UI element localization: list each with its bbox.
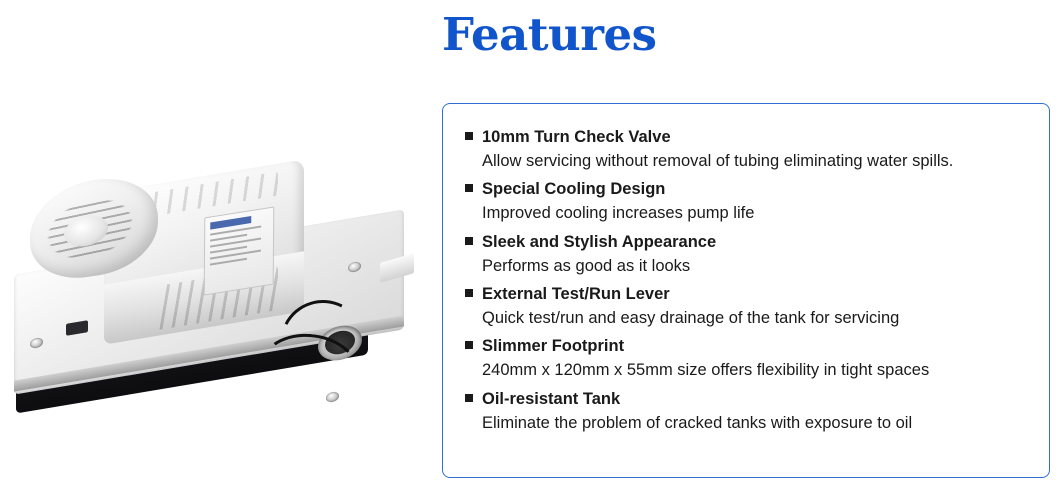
feature-title-row — [465, 335, 1031, 359]
list-item — [465, 126, 1031, 173]
square-bullet-icon — [465, 237, 473, 245]
feature-description: Allow servicing without removal of tubing eliminating water spills. — [482, 151, 954, 170]
feature-description: Improved cooling increases pump life — [482, 204, 755, 223]
feature-description: Performs as good as it looks — [482, 256, 691, 275]
feature-title: 10mm Turn Check Valve — [482, 128, 671, 146]
features-content-pane — [430, 0, 1060, 493]
square-bullet-icon — [465, 132, 473, 140]
list-item — [465, 231, 1031, 278]
feature-description: Quick test/run and easy drainage of the tank for servicing — [482, 308, 900, 327]
feature-title: Special Cooling Design — [482, 180, 666, 199]
condensate-pump-photo — [8, 150, 418, 415]
square-bullet-icon — [465, 394, 473, 402]
product-photo-pane — [0, 0, 430, 493]
feature-title: Sleek and Stylish Appearance — [482, 232, 717, 251]
page-title: Features — [442, 8, 657, 61]
features-box — [442, 103, 1050, 478]
feature-title-row — [465, 283, 1031, 307]
feature-title-row — [465, 178, 1031, 202]
list-item — [465, 283, 1031, 330]
list-item — [465, 178, 1031, 225]
list-item — [465, 335, 1031, 382]
feature-title-row — [465, 388, 1031, 412]
feature-title: Slimmer Footprint — [482, 337, 625, 356]
feature-description: 240mm x 120mm x 55mm size offers flexibility in tight spaces — [482, 361, 930, 380]
square-bullet-icon — [465, 184, 473, 192]
feature-title-row — [465, 231, 1031, 255]
pump-spec-label — [204, 206, 275, 295]
features-list — [443, 104, 1049, 435]
list-item — [465, 388, 1031, 435]
feature-title-row — [465, 126, 1031, 150]
feature-title: Oil-resistant Tank — [482, 389, 621, 408]
square-bullet-icon — [465, 341, 473, 349]
feature-description: Eliminate the problem of cracked tanks with exposure to oil — [482, 413, 913, 432]
square-bullet-icon — [465, 289, 473, 297]
feature-title: External Test/Run Lever — [482, 285, 670, 304]
